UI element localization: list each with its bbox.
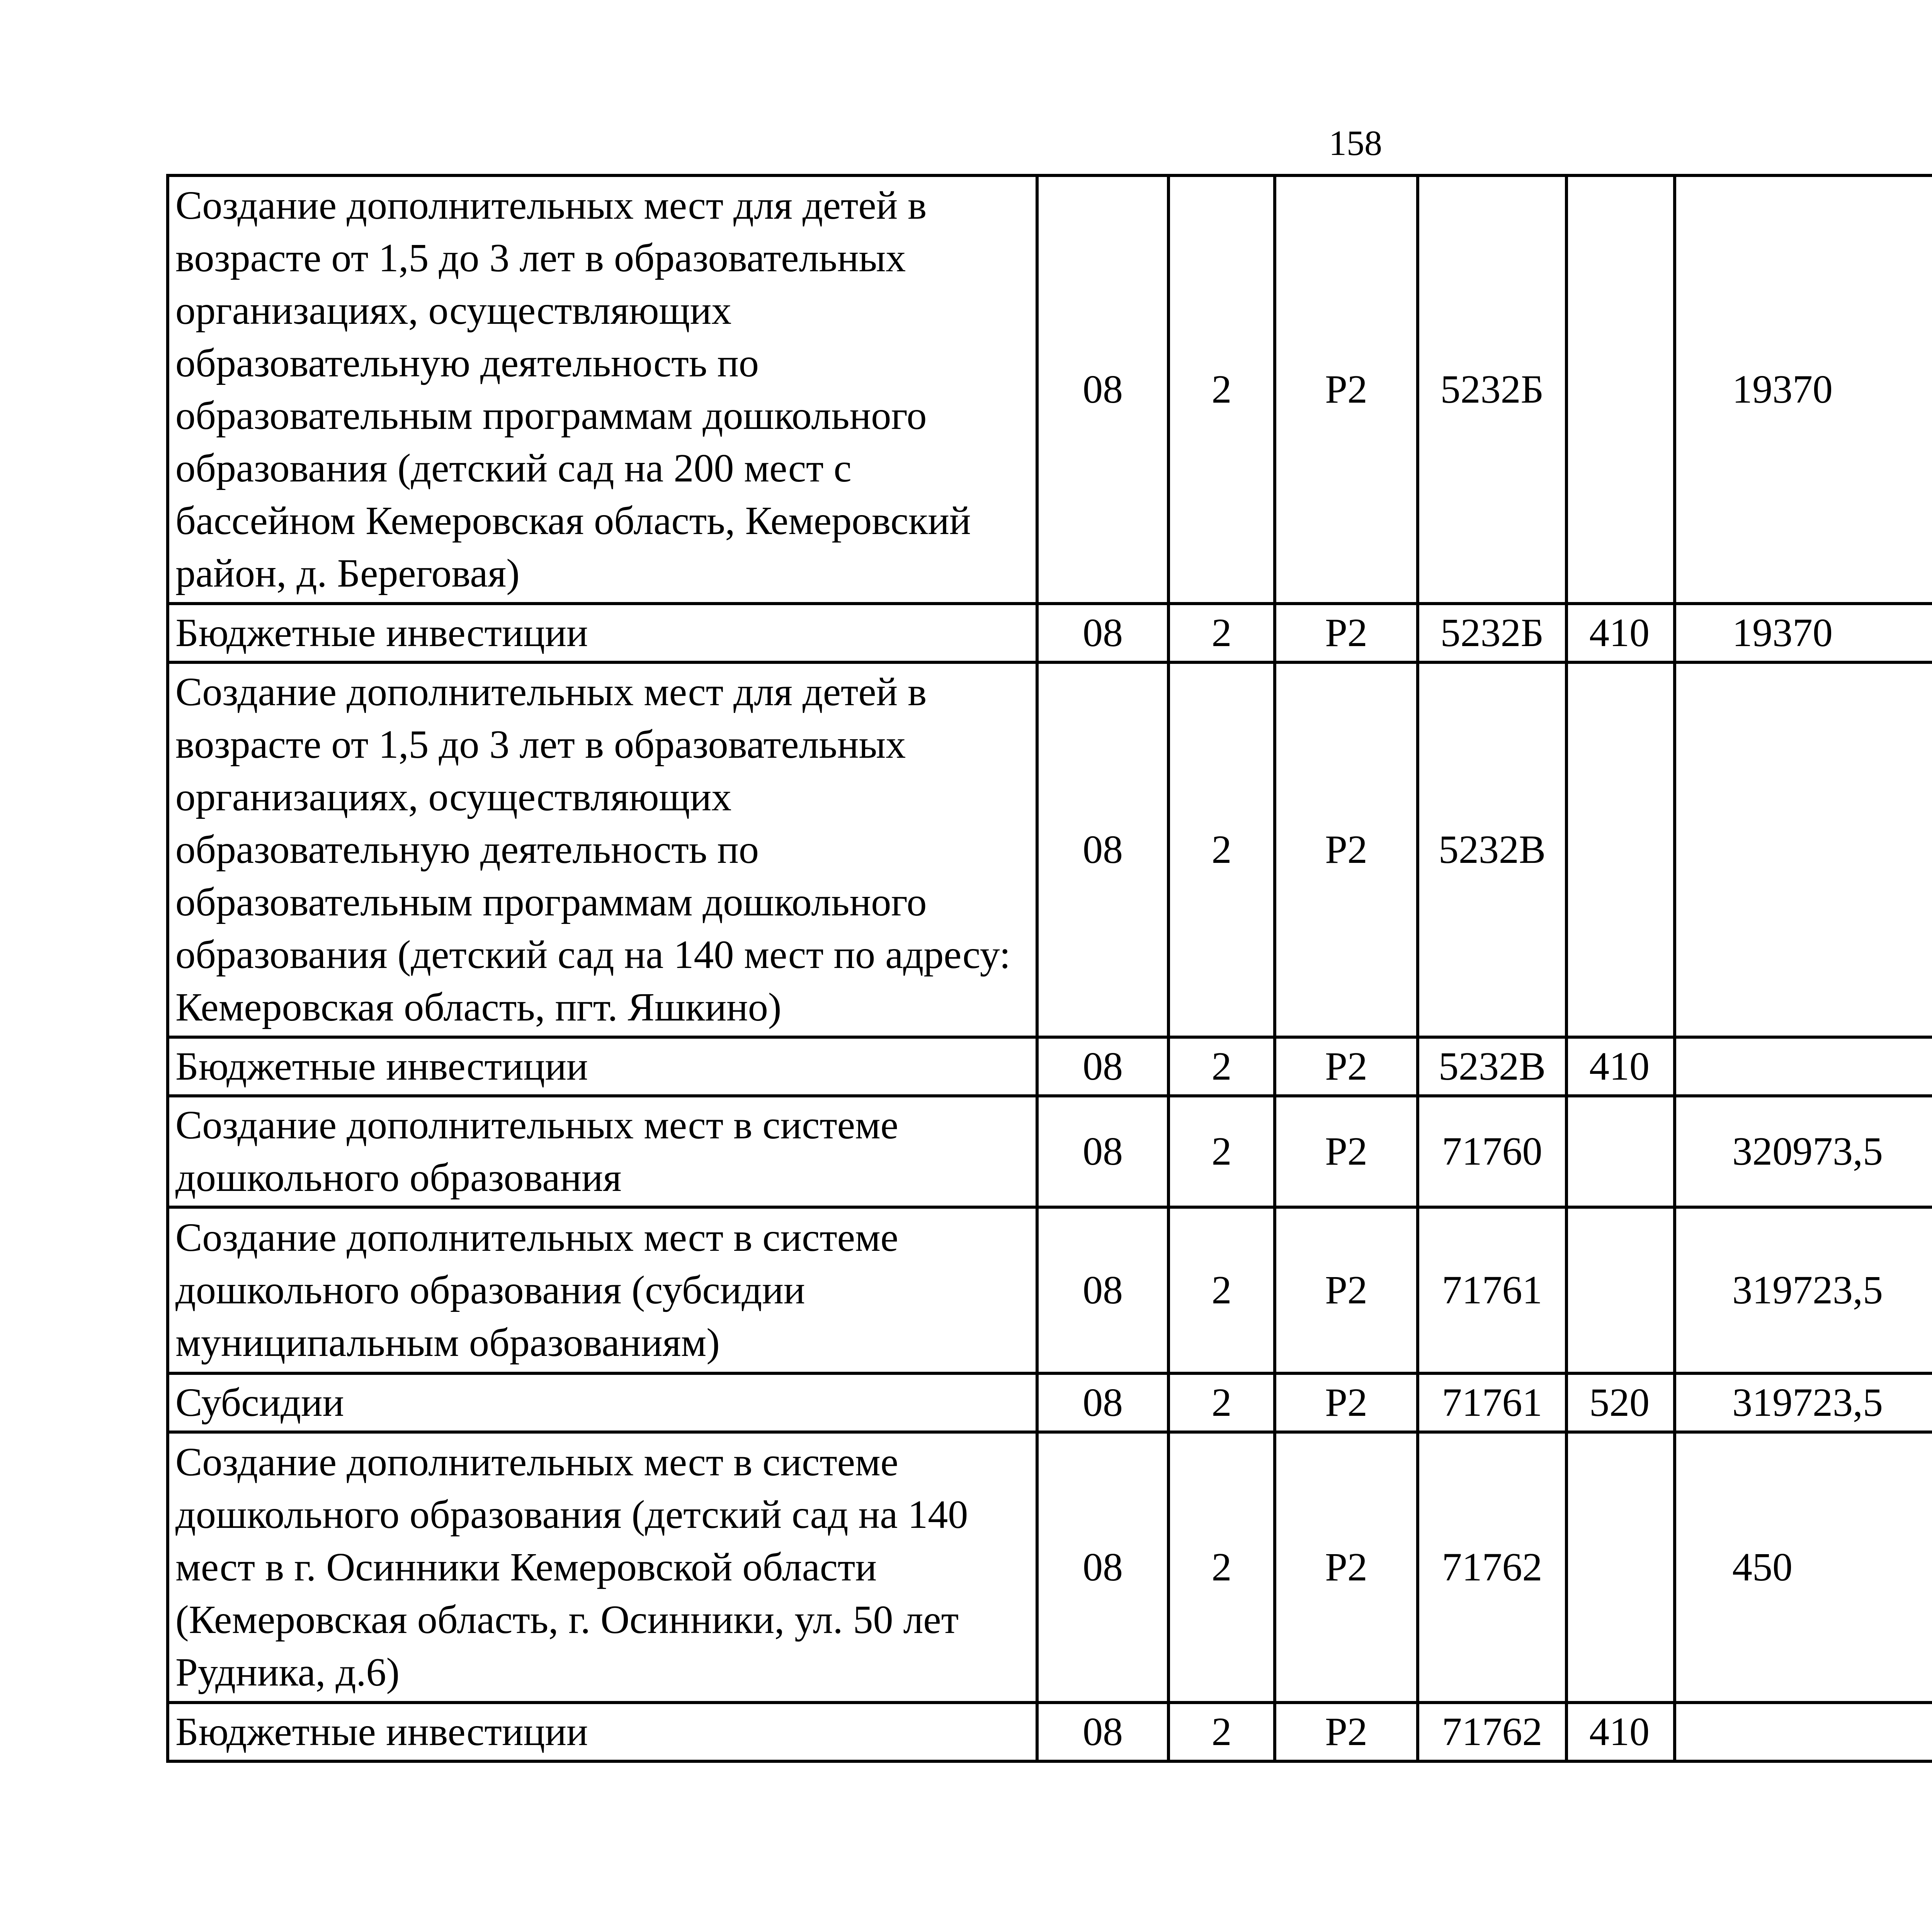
section-code: 08	[1037, 1432, 1168, 1703]
section-code: 08	[1037, 662, 1168, 1037]
target-article-code: 5232В	[1418, 1037, 1566, 1096]
target-article-code: 71761	[1418, 1373, 1566, 1432]
target-article-prefix: P2	[1275, 1096, 1418, 1207]
amount-year-1: 320973,5	[1675, 1096, 1932, 1207]
expense-type-code: 410	[1566, 1037, 1675, 1096]
table-row	[168, 662, 1932, 1037]
table-row	[168, 1096, 1932, 1207]
row-name: Создание дополнительных мест в системе дошкольного образования	[168, 1096, 1037, 1207]
section-code: 08	[1037, 1703, 1168, 1761]
table-row	[168, 1703, 1932, 1761]
target-article-code: 5232Б	[1418, 604, 1566, 662]
target-article-code: 71762	[1418, 1703, 1566, 1761]
expense-type-code: 520	[1566, 1373, 1675, 1432]
target-article-prefix: P2	[1275, 175, 1418, 604]
subsection-code: 2	[1168, 604, 1275, 662]
table-row	[168, 1207, 1932, 1373]
expense-type-code	[1566, 1207, 1675, 1373]
row-name: Бюджетные инвестиции	[168, 604, 1037, 662]
amount-year-1: 19370	[1675, 175, 1932, 604]
subsection-code: 2	[1168, 1096, 1275, 1207]
amount-year-1: 319723,5	[1675, 1207, 1932, 1373]
table-row	[168, 175, 1932, 604]
section-code: 08	[1037, 1096, 1168, 1207]
row-name: Создание дополнительных мест для детей в возрасте от 1,5 до 3 лет в образовательных организациях, осуществляющих образовательную деятельность по образовательным программам дошкольного образования (детский сад на 140 мест по адресу: Кемеровская область, пгт. Яшкино)	[168, 662, 1037, 1037]
subsection-code: 2	[1168, 1037, 1275, 1096]
row-name: Бюджетные инвестиции	[168, 1037, 1037, 1096]
target-article-code: 71760	[1418, 1096, 1566, 1207]
table-row	[168, 1432, 1932, 1703]
expense-type-code: 410	[1566, 604, 1675, 662]
amount-year-1	[1675, 662, 1932, 1037]
section-code: 08	[1037, 1037, 1168, 1096]
expense-type-code: 410	[1566, 1703, 1675, 1761]
target-article-code: 71762	[1418, 1432, 1566, 1703]
target-article-code: 5232В	[1418, 662, 1566, 1037]
target-article-prefix: P2	[1275, 1432, 1418, 1703]
target-article-prefix: P2	[1275, 1703, 1418, 1761]
target-article-prefix: P2	[1275, 662, 1418, 1037]
expense-type-code	[1566, 1432, 1675, 1703]
section-code: 08	[1037, 175, 1168, 604]
subsection-code: 2	[1168, 662, 1275, 1037]
target-article-prefix: P2	[1275, 1037, 1418, 1096]
row-name: Бюджетные инвестиции	[168, 1703, 1037, 1761]
expense-type-code	[1566, 175, 1675, 604]
subsection-code: 2	[1168, 175, 1275, 604]
amount-year-1	[1675, 1037, 1932, 1096]
page-number: 158	[1329, 123, 1382, 163]
target-article-code: 5232Б	[1418, 175, 1566, 604]
section-code: 08	[1037, 604, 1168, 662]
target-article-code: 71761	[1418, 1207, 1566, 1373]
amount-year-1: 319723,5	[1675, 1373, 1932, 1432]
table-row	[168, 604, 1932, 662]
row-name: Создание дополнительных мест для детей в возрасте от 1,5 до 3 лет в образовательных организациях, осуществляющих образовательную деятельность по образовательным программам дошкольного образования (детский сад на 200 мест с бассейном Кемеровская область, Кемеровский район, д. Береговая)	[168, 175, 1037, 604]
subsection-code: 2	[1168, 1432, 1275, 1703]
expense-type-code	[1566, 662, 1675, 1037]
target-article-prefix: P2	[1275, 1207, 1418, 1373]
section-code: 08	[1037, 1373, 1168, 1432]
amount-year-1: 450	[1675, 1432, 1932, 1703]
target-article-prefix: P2	[1275, 604, 1418, 662]
subsection-code: 2	[1168, 1373, 1275, 1432]
subsection-code: 2	[1168, 1207, 1275, 1373]
amount-year-1	[1675, 1703, 1932, 1761]
target-article-prefix: P2	[1275, 1373, 1418, 1432]
section-code: 08	[1037, 1207, 1168, 1373]
row-name: Создание дополнительных мест в системе дошкольного образования (детский сад на 140 мест в г. Осинники Кемеровской области (Кемеровская область, г. Осинники, ул. 50 лет Рудника, д.6)	[168, 1432, 1037, 1703]
amount-year-1: 19370	[1675, 604, 1932, 662]
budget-table	[166, 174, 1932, 1763]
table-row	[168, 1373, 1932, 1432]
row-name: Создание дополнительных мест в системе дошкольного образования (субсидии муниципальным образованиям)	[168, 1207, 1037, 1373]
expense-type-code	[1566, 1096, 1675, 1207]
subsection-code: 2	[1168, 1703, 1275, 1761]
table-row	[168, 1037, 1932, 1096]
row-name: Субсидии	[168, 1373, 1037, 1432]
